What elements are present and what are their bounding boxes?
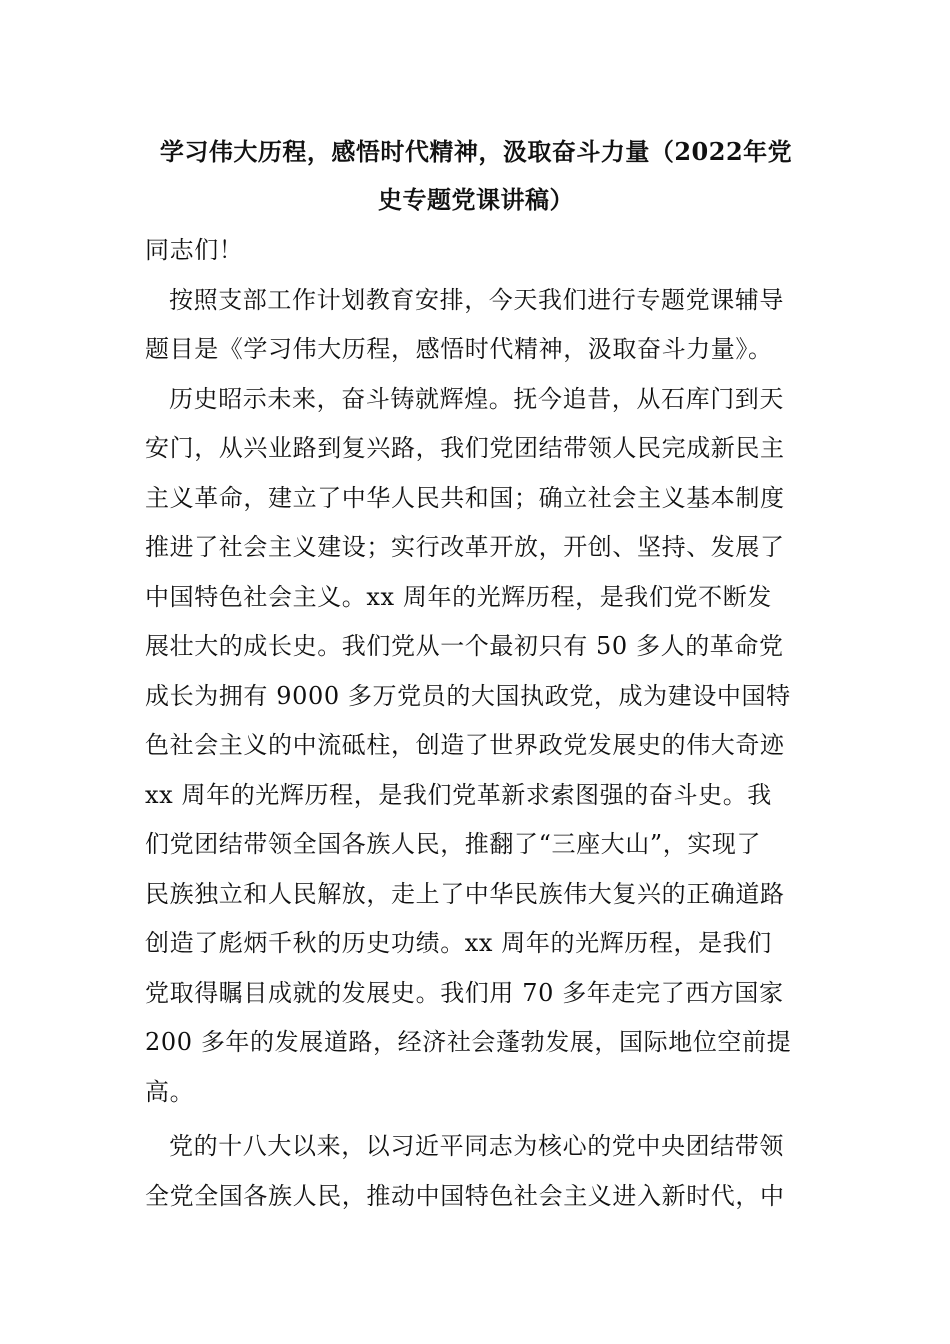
paragraph-line: 推进了社会主义建设；实行改革开放，开创、坚持、发展了 — [145, 533, 785, 561]
paragraph-line: 题目是《学习伟大历程，感悟时代精神，汲取奋斗力量》。 — [145, 335, 773, 363]
paragraph-line: 按照支部工作计划教育安排，今天我们进行专题党课辅导 — [169, 285, 784, 314]
paragraph-3 — [145, 1122, 807, 1221]
greeting: 同志们！ — [145, 236, 244, 264]
paragraph-line: 色社会主义的中流砥柱，创造了世界政党发展史的伟大奇迹 — [145, 731, 785, 759]
paragraph-line: 主义革命，建立了中华人民共和国；确立社会主义基本制度 — [145, 483, 785, 512]
paragraph-2 — [145, 375, 807, 1118]
paragraph-line: 创造了彪炳千秋的历史功绩。xx 周年的光辉历程，是我们 — [145, 929, 772, 957]
paragraph-line: 全党全国各族人民，推动中国特色社会主义进入新时代，中 — [145, 1181, 785, 1210]
paragraph-line: 中国特色社会主义。xx 周年的光辉历程，是我们党不断发 — [145, 582, 772, 611]
paragraph-line: 展壮大的成长史。我们党从一个最初只有 50 多人的革命党 — [145, 632, 784, 660]
paragraph-line: 历史昭示未来，奋斗铸就辉煌。抚今追昔，从石库门到天 — [169, 384, 784, 413]
paragraph-line: xx 周年的光辉历程，是我们党革新求索图强的奋斗史。我 — [145, 780, 772, 809]
paragraph-line: 党取得瞩目成就的发展史。我们用 70 多年走完了西方国家 — [145, 978, 784, 1007]
title-line: 学习伟大历程，感悟时代精神，汲取奋斗力量（2022年党 — [159, 137, 793, 166]
paragraph-line: 安门，从兴业路到复兴路，我们党团结带领人民完成新民主 — [145, 434, 785, 462]
paragraph-line: 们党团结带领全国各族人民，推翻了“三座大山”，实现了 — [145, 830, 762, 858]
document-title — [145, 128, 807, 224]
paragraph-line: 高。 — [145, 1077, 195, 1106]
paragraph-line: 200 多年的发展道路，经济社会蓬勃发展，国际地位空前提 — [145, 1028, 792, 1056]
document-body — [145, 226, 807, 1221]
paragraph-1 — [145, 276, 807, 375]
paragraph-line: 成长为拥有 9000 多万党员的大国执政党，成为建设中国特 — [145, 681, 791, 710]
title-line: 史专题党课讲稿） — [378, 185, 574, 214]
paragraph-line: 党的十八大以来，以习近平同志为核心的党中央团结带领 — [169, 1132, 784, 1160]
paragraph-line: 民族独立和人民解放，走上了中华民族伟大复兴的正确道路 — [145, 879, 785, 908]
